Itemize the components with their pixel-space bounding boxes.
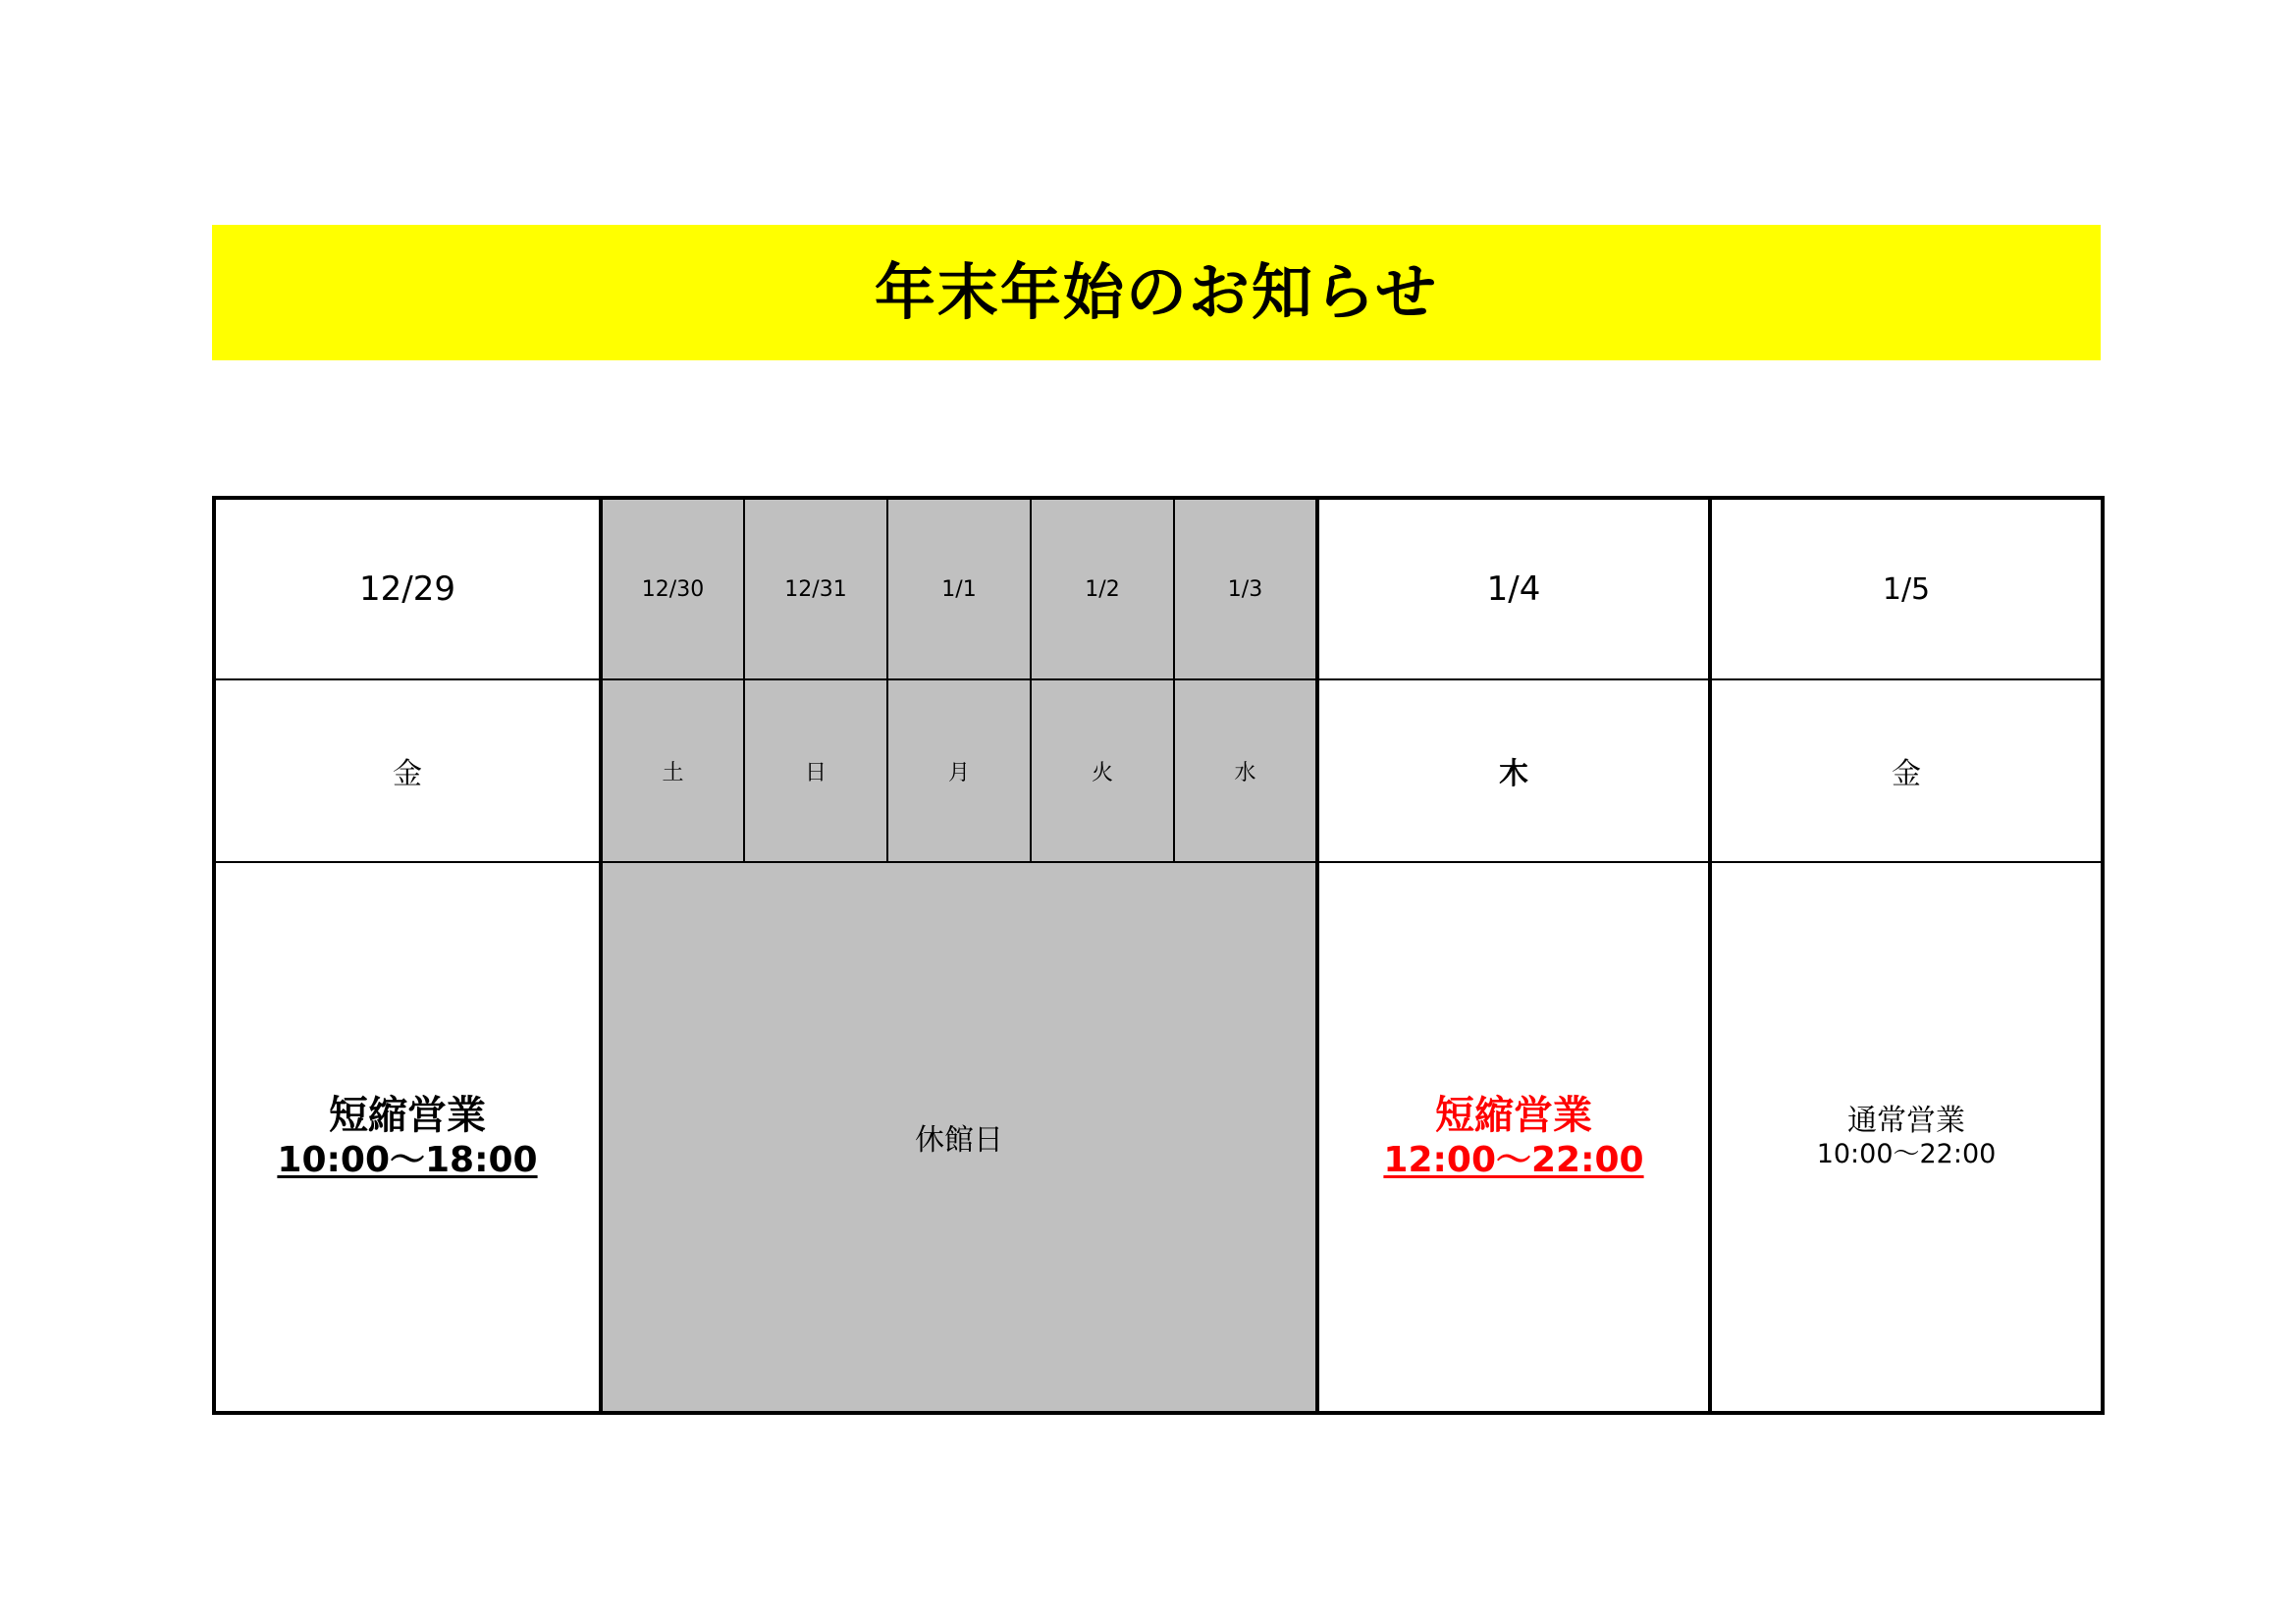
- page-title: 年末年始のお知らせ: [874, 256, 1439, 328]
- status-block: [1817, 1104, 1997, 1170]
- status-block: [277, 1092, 537, 1181]
- weekday-cell: 土: [601, 679, 744, 862]
- status-hours: 10:00〜22:00: [1816, 1138, 1997, 1169]
- date-cell: 12/29: [214, 498, 601, 679]
- weekday-cell: 金: [1710, 679, 2103, 862]
- status-cell-closed: [601, 862, 1317, 1413]
- status-label: 短縮営業: [1435, 1093, 1592, 1139]
- status-label: 通常営業: [1847, 1103, 1965, 1138]
- status-hours: 12:00〜22:00: [1383, 1140, 1644, 1181]
- weekday-cell: 火: [1031, 679, 1174, 862]
- holiday-schedule-table: [212, 496, 2105, 1415]
- date-cell: 12/31: [744, 498, 887, 679]
- status-cell-jan5: [1710, 862, 2103, 1413]
- status-block: [1383, 1092, 1643, 1181]
- date-cell: 1/1: [887, 498, 1031, 679]
- date-cell: 1/4: [1317, 498, 1710, 679]
- title-banner: [212, 225, 2101, 360]
- date-cell: 12/30: [601, 498, 744, 679]
- status-hours: 10:00〜18:00: [277, 1140, 538, 1181]
- status-row: [214, 862, 2103, 1413]
- weekday-row: [214, 679, 2103, 862]
- weekday-cell: 金: [214, 679, 601, 862]
- date-cell: 1/3: [1174, 498, 1317, 679]
- status-cell-dec29: [214, 862, 601, 1413]
- status-cell-jan4: [1317, 862, 1710, 1413]
- weekday-cell: 水: [1174, 679, 1317, 862]
- weekday-cell: 木: [1317, 679, 1710, 862]
- status-label: 短縮営業: [329, 1093, 486, 1139]
- date-cell: 1/5: [1710, 498, 2103, 679]
- date-cell: 1/2: [1031, 498, 1174, 679]
- weekday-cell: 日: [744, 679, 887, 862]
- weekday-cell: 月: [887, 679, 1031, 862]
- date-row: [214, 498, 2103, 679]
- closed-label: 休館日: [915, 1123, 1003, 1158]
